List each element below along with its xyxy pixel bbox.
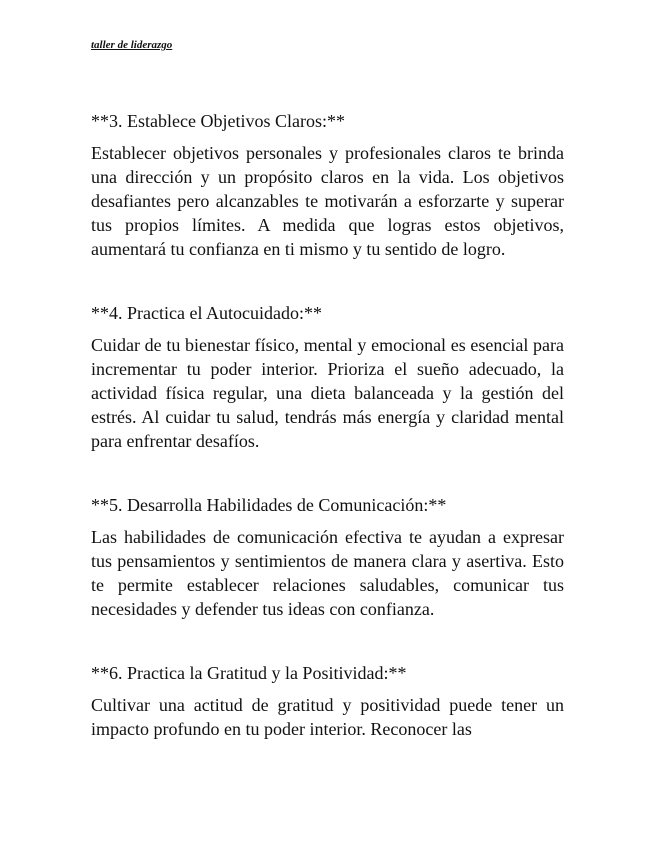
section-paragraph: Cultivar una actitud de gratitud y positividad puede tener un impacto profundo en tu poder interior. Reconocer las (91, 695, 564, 739)
section-heading: **3. Establece Objetivos Claros:** (91, 111, 345, 131)
section-gratitud (91, 661, 564, 741)
section-paragraph: Establecer objetivos personales y profesionales claros te brinda una dirección y un propósito claros en la vida. Los objetivos desafiantes pero alcanzables te motivarán a esforzarte y superar tus propios límites. A medida que logras estos objetivos, aumentará tu confianza en ti mismo y tu sentido de logro. (91, 143, 564, 259)
section-objetivos (91, 109, 564, 261)
section-comunicacion (91, 493, 564, 621)
section-autocuidado (91, 301, 564, 453)
section-paragraph: Cuidar de tu bienestar físico, mental y emocional es esencial para incrementar tu poder interior. Prioriza el sueño adecuado, la actividad física regular, una dieta balanceada y la gestión del estrés. Al cuidar tu salud, tendrás más energía y claridad mental para enfrentar desafíos. (91, 335, 564, 451)
document-content (91, 109, 564, 741)
section-paragraph: Las habilidades de comunicación efectiva te ayudan a expresar tus pensamientos y sentimientos de manera clara y asertiva. Esto te permite establecer relaciones saludables, comunicar tus necesidades y defender tus ideas con confianza. (91, 527, 564, 619)
running-header: taller de liderazgo (91, 39, 173, 51)
section-heading: **4. Practica el Autocuidado:** (91, 303, 322, 323)
section-heading: **5. Desarrolla Habilidades de Comunicación:** (91, 495, 447, 515)
section-heading: **6. Practica la Gratitud y la Positividad:** (91, 663, 407, 683)
